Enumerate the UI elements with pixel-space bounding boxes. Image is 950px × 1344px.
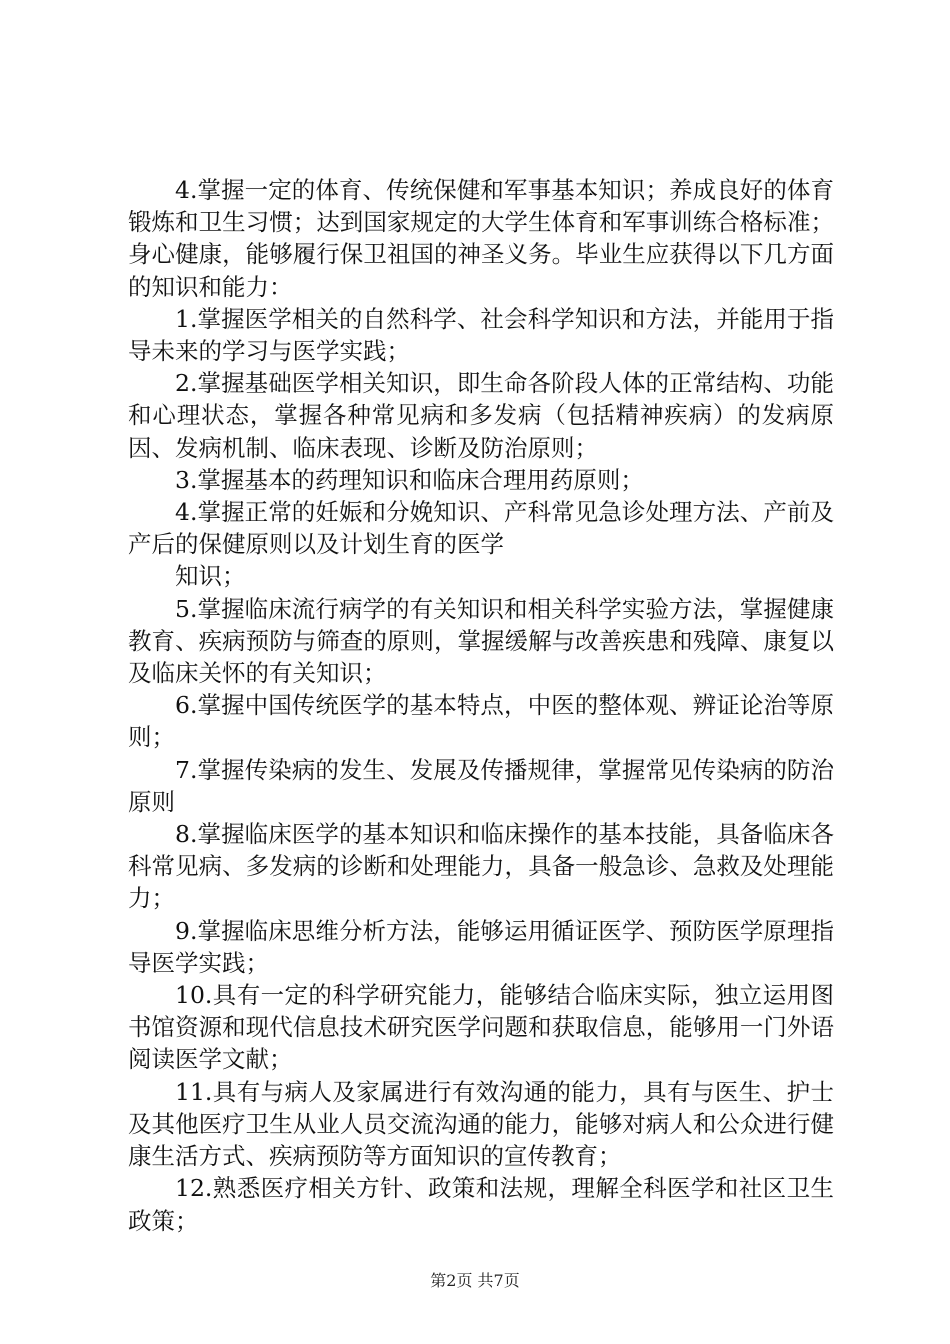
paragraph-item-9: 9.掌握临床思维分析方法，能够运用循证医学、预防医学原理指导医学实践；	[128, 916, 834, 977]
paragraph-item-11: 11.具有与病人及家属进行有效沟通的能力，具有与医生、护士及其他医疗卫生从业人员交流沟通的能力，能够对病人和公众进行健康生活方式、疾病预防等方面知识的宣传教育；	[128, 1077, 834, 1171]
document-body	[128, 174, 834, 1237]
paragraph-item-1: 1.掌握医学相关的自然科学、社会科学知识和方法，并能用于指导未来的学习与医学实践；	[128, 304, 834, 366]
paragraph-item-7: 7.掌握传染病的发生、发展及传播规律，掌握常见传染病的防治原则	[128, 755, 834, 816]
paragraph-item-12: 12.熟悉医疗相关方针、政策和法规，理解全科医学和社区卫生政策；	[128, 1174, 834, 1235]
paragraph-item-10: 10.具有一定的科学研究能力，能够结合临床实际，独立运用图书馆资源和现代信息技术研究医学问题和获取信息，能够用一门外语阅读医学文献；	[128, 981, 834, 1074]
paragraph-sports-health: 4.掌握一定的体育、传统保健和军事基本知识；养成良好的体育锻炼和卫生习惯；达到国家规定的大学生体育和军事训练合格标准；身心健康，能够履行保卫祖国的神圣义务。毕业生应获得以下几方面的知识和能力：	[128, 176, 834, 301]
paragraph-item-4-continuation: 知识；	[175, 562, 246, 591]
paragraph-item-5: 5.掌握临床流行病学的有关知识和相关科学实验方法，掌握健康教育、疾病预防与筛查的原则，掌握缓解与改善疾患和残障、康复以及临床关怀的有关知识；	[128, 594, 834, 688]
paragraph-item-6: 6.掌握中国传统医学的基本特点，中医的整体观、辨证论治等原则；	[128, 691, 834, 752]
paragraph-item-3: 3.掌握基本的药理知识和临床合理用药原则；	[175, 465, 644, 494]
page-number-footer: 第2页 共7页	[430, 1271, 520, 1290]
paragraph-item-2: 2.掌握基础医学相关知识，即生命各阶段人体的正常结构、功能和心理状态，掌握各种常见病和多发病（包括精神疾病）的发病原因、发病机制、临床表现、诊断及防治原则；	[128, 369, 834, 462]
paragraph-item-4: 4.掌握正常的妊娠和分娩知识、产科常见急诊处理方法、产前及产后的保健原则以及计划生育的医学	[128, 498, 834, 559]
paragraph-item-8: 8.掌握临床医学的基本知识和临床操作的基本技能，具备临床各科常见病、多发病的诊断和处理能力，具备一般急诊、急救及处理能力；	[128, 820, 834, 913]
